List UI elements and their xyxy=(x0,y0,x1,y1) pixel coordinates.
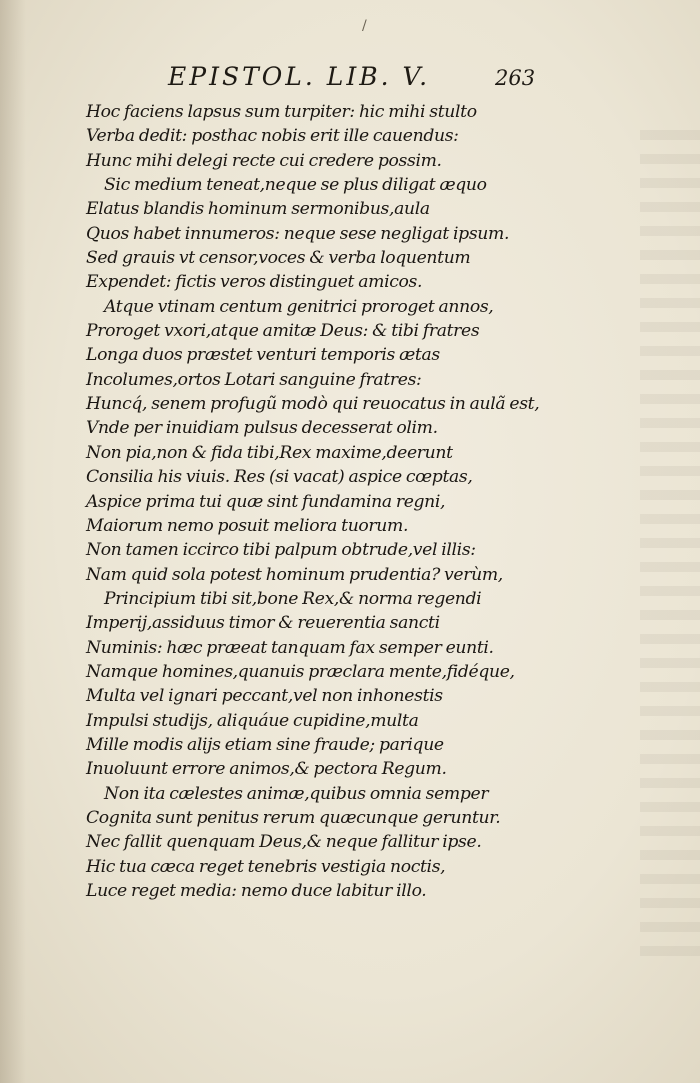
verse-line: Consilia his viuis. Res (si vacat) aspice cœptas, xyxy=(86,467,473,488)
verse-line: Luce reget media: nemo duce labitur illo. xyxy=(86,881,427,901)
verse-line: Atque vtinam centum genitrici proroget annos, xyxy=(104,296,494,317)
verse-line: Aspice prima tui quæ sint fundamina regni, xyxy=(86,491,446,512)
verse-line: Hunc mihi delegi recte cui credere possim. xyxy=(86,150,442,171)
verse-line: Inuoluunt errore animos,& pectora Regum. xyxy=(86,759,447,780)
verse-line: Quos habet innumeros: neque sese negligat ipsum. xyxy=(86,223,510,244)
verse-line: Non ita cælestes animæ,quibus omnia semper xyxy=(104,783,489,804)
gutter-shadow xyxy=(0,0,26,1083)
verse-line: Cognita sunt penitus rerum quæcunque geruntur. xyxy=(86,807,501,828)
verse-line: Nec fallit quenquam Deus,& neque fallitur ipse. xyxy=(86,832,482,853)
verse-line: Imperij,assiduus timor & reuerentia sancti xyxy=(86,613,440,634)
pen-mark: / xyxy=(362,18,367,34)
verse-line: Hic tua cæca reget tenebris vestigia noctis, xyxy=(86,856,446,877)
verse-line: Non tamen iccirco tibi palpum obtrude,vel illis: xyxy=(86,540,476,561)
verse-line: Vnde per inuidiam pulsus decesserat olim. xyxy=(86,418,438,439)
verse-line: Namque homines,quanuis præclara mente,fidéque, xyxy=(86,661,515,682)
verse-line: Impulsi studijs, aliquáue cupidine,multa xyxy=(86,710,419,731)
page-header xyxy=(0,62,700,96)
verse-line: Verba dedit: posthac nobis erit ille cauendus: xyxy=(86,126,459,147)
verse-line: Longa duos præstet venturi temporis ætas xyxy=(86,345,440,366)
verse-line: Huncq́, senem profugũ modò qui reuocatus in aulã est, xyxy=(86,394,540,415)
verse-line: Maiorum nemo posuit meliora tuorum. xyxy=(86,515,409,536)
verse-text xyxy=(86,100,606,903)
verse-line: Sic medium teneat,neque se plus diligat æquo xyxy=(104,175,487,196)
page-number: 263 xyxy=(495,66,536,90)
show-through-text xyxy=(640,120,700,960)
verse-line: Numinis: hæc præeat tanquam fax semper eunti. xyxy=(86,637,494,658)
verse-line: Multa vel ignari peccant,vel non inhonestis xyxy=(86,686,443,707)
verse-line: Mille modis alijs etiam sine fraude; parique xyxy=(86,734,444,755)
verse-line: Incolumes,ortos Lotari sanguine fratres: xyxy=(86,369,422,390)
running-head: EPISTOL. LIB. V. xyxy=(168,62,431,91)
verse-line: Sed grauis vt censor,voces & verba loquentum xyxy=(86,248,471,269)
verse-line: Principium tibi sit,bone Rex,& norma regendi xyxy=(104,588,482,609)
verse-line: Elatus blandis hominum sermonibus,aula xyxy=(86,199,430,220)
verse-line: Proroget vxori,atque amitæ Deus: & tibi fratres xyxy=(86,321,480,342)
verse-line: Expendet: fictis veros distinguet amicos. xyxy=(86,272,423,293)
verse-line: Non pia,non & fida tibi,Rex maxime,deerunt xyxy=(86,442,453,463)
verse-line: Hoc faciens lapsus sum turpiter: hic mihi stulto xyxy=(86,102,477,122)
verse-line: Nam quid sola potest hominum prudentia? verùm, xyxy=(86,564,503,585)
